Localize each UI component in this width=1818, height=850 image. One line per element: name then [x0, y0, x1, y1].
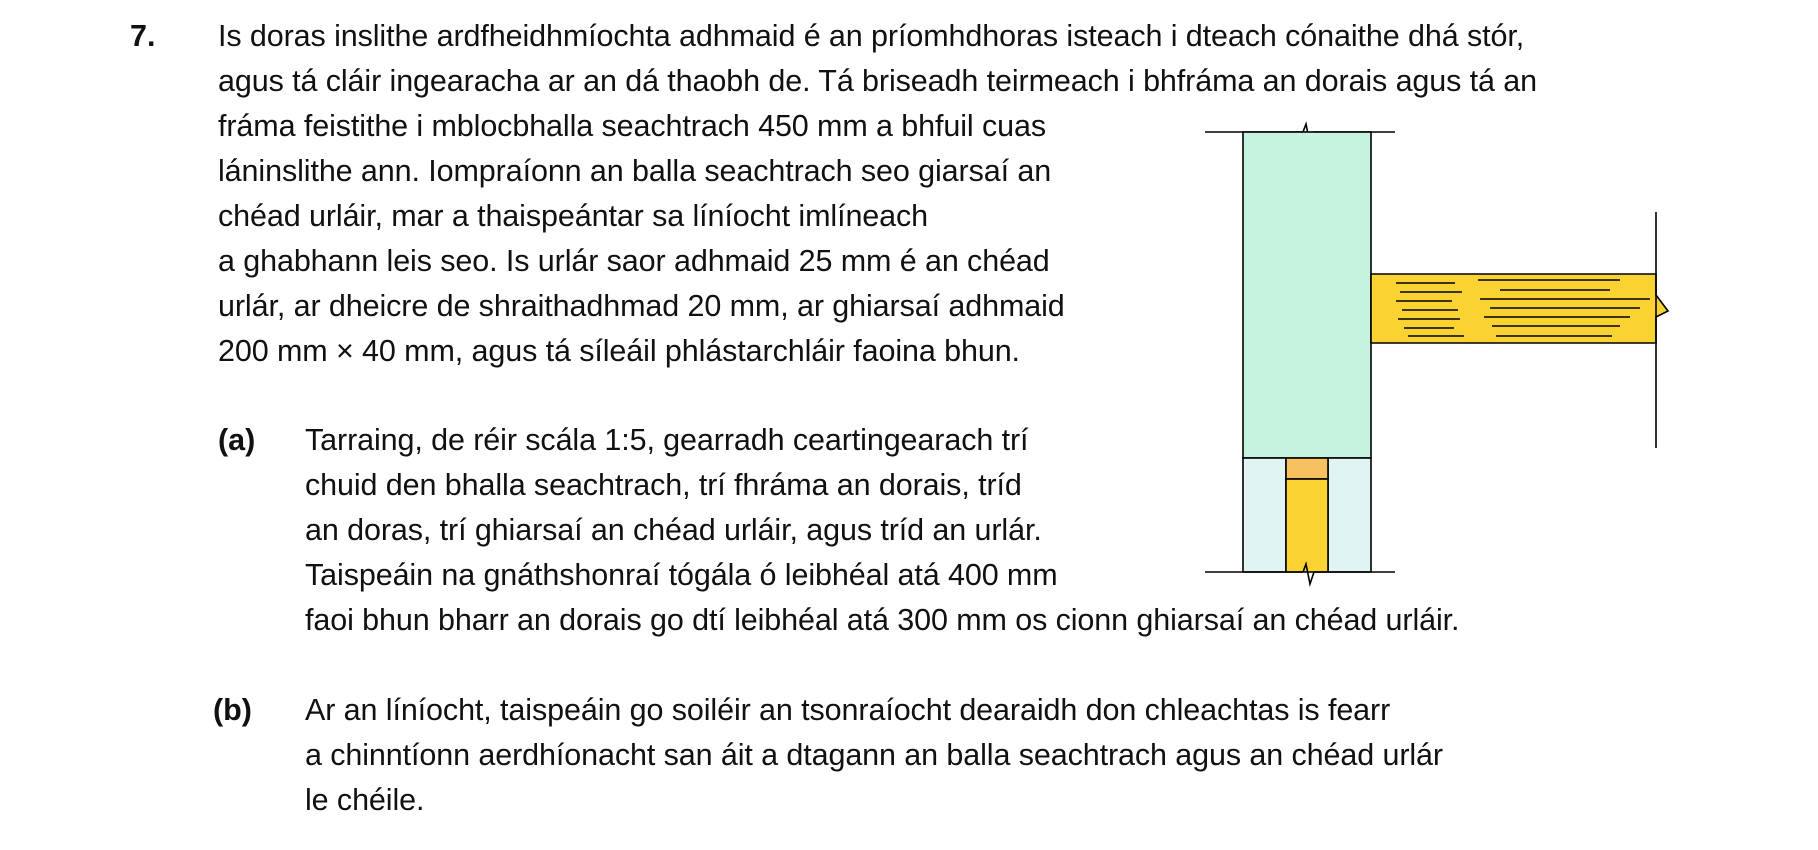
part-b-line: a chinntíonn aerdhíonacht san áit a dtagann an balla seachtrach agus an chéad urlár [305, 738, 1443, 772]
outline-drawing [1190, 110, 1690, 590]
part-a-label: (a) [218, 423, 256, 457]
part-a-line: Taispeáin na gnáthshonraí tógála ó leibhéal atá 400 mm [305, 558, 1058, 592]
door-frame-head [1286, 458, 1328, 479]
part-a-line: an doras, trí ghiarsaí an chéad urláir, agus tríd an urlár. [305, 513, 1042, 547]
intro-line: Is doras inslithe ardfheidhmíochta adhmaid é an príomhdhoras isteach i dteach cónaithe dhá stór, [218, 19, 1525, 53]
part-b-line: Ar an líníocht, taispeáin go soiléir an tsonraíocht dearaidh don chleachtas is fearr [305, 693, 1391, 727]
part-a-line: chuid den bhalla seachtrach, trí fhráma an dorais, tríd [305, 468, 1022, 502]
intro-line: agus tá cláir ingearacha ar an dá thaobh de. Tá briseadh teirmeach i bhfráma an dorais agus tá an [218, 64, 1538, 98]
intro-line: 200 mm × 40 mm, agus tá síleáil phlástarchláir faoina bhun. [218, 334, 1020, 368]
question-number: 7. [130, 19, 156, 53]
intro-line: urlár, ar dheicre de shraithadhmad 20 mm, ar ghiarsaí adhmaid [218, 289, 1065, 323]
part-a-line: Tarraing, de réir scála 1:5, gearradh ceartingearach trí [305, 423, 1029, 457]
intro-line: chéad urláir, mar a thaispeántar sa líníocht imlíneach [218, 199, 929, 233]
door-frame-side-right [1328, 458, 1371, 572]
intro-line: fráma feistithe i mblocbhalla seachtrach 450 mm a bhfuil cuas [218, 109, 1046, 143]
intro-line: láninslithe ann. Iompraíonn an balla seachtrach seo giarsaí an [218, 154, 1052, 188]
part-b-label: (b) [213, 693, 252, 727]
door-leaf [1286, 479, 1328, 572]
door-frame-side-left [1243, 458, 1286, 572]
external-wall [1243, 132, 1371, 458]
part-b-line: le chéile. [305, 783, 425, 817]
part-a-line: faoi bhun bharr an dorais go dtí leibhéal atá 300 mm os cionn ghiarsaí an chéad urláir. [305, 603, 1460, 637]
intro-line: a ghabhann leis seo. Is urlár saor adhmaid 25 mm é an chéad [218, 244, 1050, 278]
